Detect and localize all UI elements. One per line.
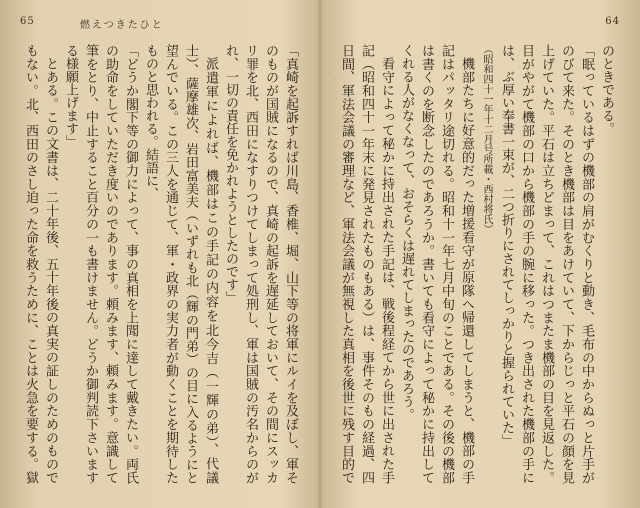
paragraph: 機部たちに好意的だった増援看守が原隊へ帰還してしまうと、機部の手記はパッタリ途切れる。昭和十一年七月中旬のことである。その後の機部は書くのを断念したのであろうか。書いても看守によって秘かに持出してくれる人がなくなって、おそらくは遅れてしまったのであろう。	[399, 44, 474, 484]
page-number-right: 64	[605, 16, 620, 27]
page-number-left: 65	[20, 16, 35, 27]
right-page	[320, 0, 640, 508]
right-page-body	[334, 44, 616, 484]
paragraph: 看守によって秘かに持出された手記は、戦後程経てから世に出された手記（昭和四十一年末に発見されたものもある）は、事件そのもの経過、四日間、軍法会議の審理など、軍法会議が無視した真相を後世に残す目的で	[339, 44, 394, 484]
paragraph: のときである。	[599, 44, 614, 135]
quotation: 「眠っているはずの機部の肩がむくりと動き、毛布の中からぬっと片手がのびて来た。そのとき機部は目をあけていて、下からじっと平石の顔を見上げていた。平石は立ちどまって、これはつまたま機部の目を見返した。目がやがて機部の口から機部の手の腕に移った。つき出された機部の手には、ぶ厚い奉書一束が、二つ折りにされてしっかりと握られていた」	[499, 44, 594, 484]
running-head: 燃えつきたひと	[80, 20, 164, 31]
citation: （昭和四十一年十二月号所載・西村将氏）	[481, 44, 492, 234]
paragraph: 派遣軍によれば、機部はこの手記の内容を北今吉（一輝の弟）、代議士）、薩摩雄次、岩田富美夫（いずれも北（輝の門弟）の目に入るようにと望んでいる。この三人を通じて、軍・政界の実力者が動くことを期待したものと思われる。結語に、	[143, 44, 218, 484]
paragraph: 「どうか閣下等の御力によって、事の真相を上聞に達して戴きたい。両氏の助命をしていただき度いのであります。頼みます、頼みます。意識して筆をとり、中止すること百分の一も書けません。どうか御判読下さいまする様願上げます」	[63, 44, 138, 484]
paragraph: とある。この文書は、二十年後、五十年後の真実の証しのためのものでもない。北、西田のさし迫った命を救うために、ことは火急を要する。獄	[23, 44, 58, 484]
left-page-body	[22, 44, 300, 484]
paragraph: 「真崎を起訴すれば川島、香椎、堀、山下等の将軍にルイを及ぼし、軍そのものが国賊になるので、真崎の起訴を遅延しておいて、その間にスッカリ罪を北、西田になすりつけてしまって処刑し、軍は国賊の汚名からのがれ、一切の責任を免かれようとしたのです」	[223, 44, 298, 484]
